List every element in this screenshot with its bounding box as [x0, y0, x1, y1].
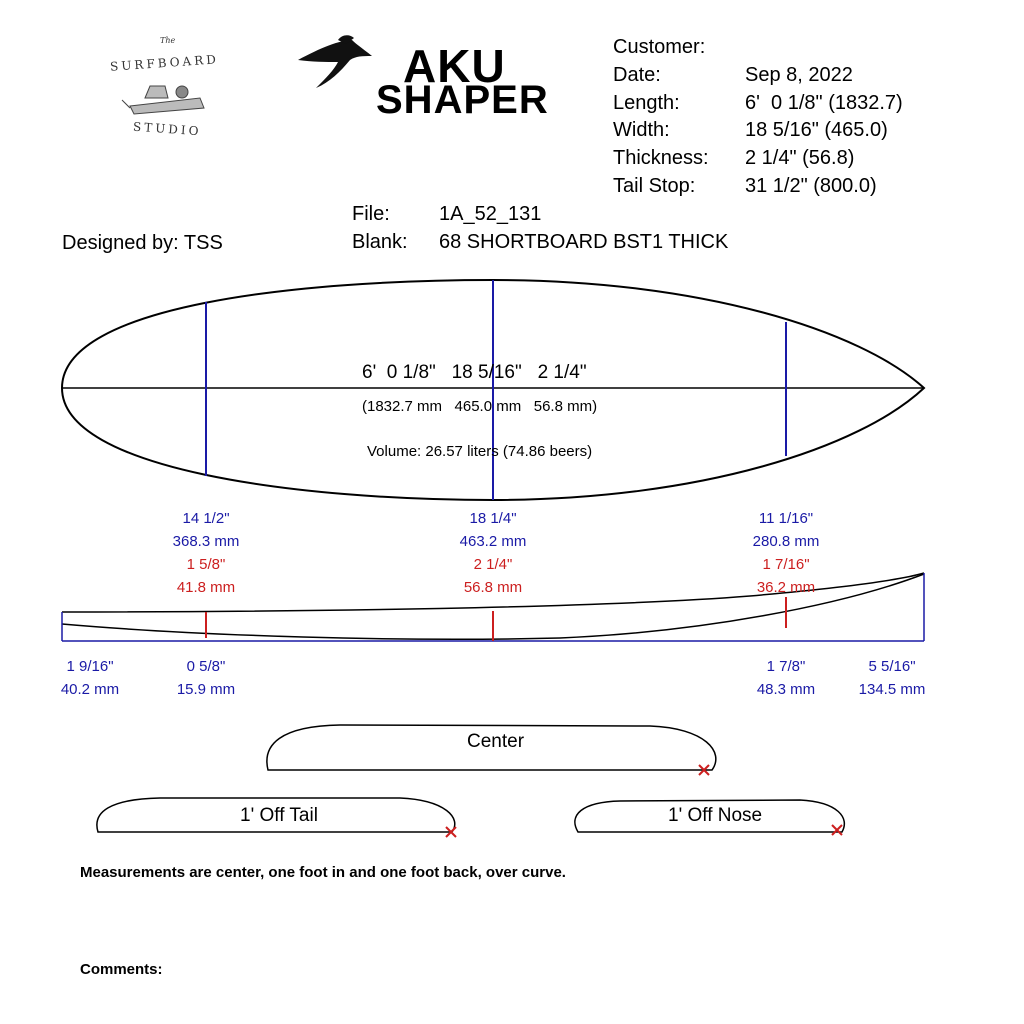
rocker-nose-foot-value	[731, 655, 841, 701]
spec-value-length: 6' 0 1/8" (1832.7)	[745, 92, 903, 114]
station-nose-thick-in: 1 7/16"	[762, 556, 810, 573]
station-center-thick-in: 2 1/4"	[473, 556, 513, 573]
rocker-tail-foot-in: 0 5/8"	[186, 658, 226, 675]
rocker-nose-foot-mm: 48.3 mm	[756, 681, 816, 698]
station-nose-width-mm: 280.8 mm	[752, 533, 820, 550]
rocker-tail-end-mm: 40.2 mm	[60, 681, 120, 698]
outline-dims-imperial: 6' 0 1/8" 18 5/16" 2 1/4"	[362, 362, 587, 383]
rocker-tail-end-in: 1 9/16"	[66, 658, 114, 675]
rocker-nose-end-in: 5 5/16"	[868, 658, 916, 675]
blank-value: 68 SHORTBOARD BST1 THICK	[439, 231, 729, 253]
foil-tail-label: 1' Off Tail	[240, 805, 318, 826]
station-nose	[726, 507, 846, 599]
outline-dims-metric: (1832.7 mm 465.0 mm 56.8 mm)	[362, 398, 598, 415]
board-outline	[62, 280, 924, 500]
station-center	[433, 507, 553, 599]
measurement-note: Measurements are center, one foot in and one foot back, over curve.	[80, 864, 566, 881]
rocker-nose-foot-in: 1 7/8"	[766, 658, 806, 675]
station-center-thick-mm: 56.8 mm	[463, 579, 523, 596]
spec-value-width: 18 5/16" (465.0)	[745, 119, 888, 141]
comments-label: Comments:	[80, 961, 163, 978]
spec-value-date: Sep 8, 2022	[745, 64, 853, 86]
foil-center-label: Center	[467, 731, 525, 752]
blank-label: Blank:	[352, 231, 408, 253]
rocker-nose-end-value	[837, 655, 947, 701]
designer-label: Designed by: TSS	[62, 232, 223, 254]
spec-label-length: Length:	[613, 92, 680, 114]
studio-logo-the: The	[160, 36, 176, 45]
rocker-nose-end-mm: 134.5 mm	[858, 681, 926, 698]
studio-logo-word2: STUDIO	[132, 119, 202, 139]
outline-volume: Volume: 26.57 liters (74.86 beers)	[367, 443, 593, 460]
rocker-tail-foot-mm: 15.9 mm	[176, 681, 236, 698]
rocker-tail-end-value	[35, 655, 145, 701]
spec-value-thickness: 2 1/4" (56.8)	[745, 147, 855, 169]
file-label: File:	[352, 203, 390, 225]
file-value: 1A_52_131	[439, 203, 542, 225]
station-nose-thick-mm: 36.2 mm	[756, 579, 816, 596]
spec-label-date: Date:	[613, 64, 661, 86]
brand-title-line2: SHAPER	[376, 78, 549, 122]
station-tail-width-in: 14 1/2"	[182, 510, 230, 527]
station-center-width-mm: 463.2 mm	[459, 533, 527, 550]
spec-value-tail-stop: 31 1/2" (800.0)	[745, 175, 877, 197]
spec-label-customer: Customer:	[613, 36, 706, 58]
station-center-width-in: 18 1/4"	[469, 510, 517, 527]
studio-logo-word1: SURFBOARD	[109, 52, 220, 74]
brand-title-line1: AKU	[403, 40, 506, 92]
station-tail-width-mm: 368.3 mm	[172, 533, 240, 550]
station-tail	[146, 507, 266, 599]
rocker-tail-foot-value	[151, 655, 261, 701]
spec-label-width: Width:	[613, 119, 670, 141]
spec-label-thickness: Thickness:	[613, 147, 709, 169]
spec-label-tail-stop: Tail Stop:	[613, 175, 696, 197]
station-tail-thick-mm: 41.8 mm	[176, 579, 236, 596]
station-nose-width-in: 11 1/16"	[758, 510, 814, 527]
foil-nose-label: 1' Off Nose	[668, 805, 763, 826]
rail-marker-icon	[446, 765, 842, 837]
station-tail-thick-in: 1 5/8"	[186, 556, 226, 573]
